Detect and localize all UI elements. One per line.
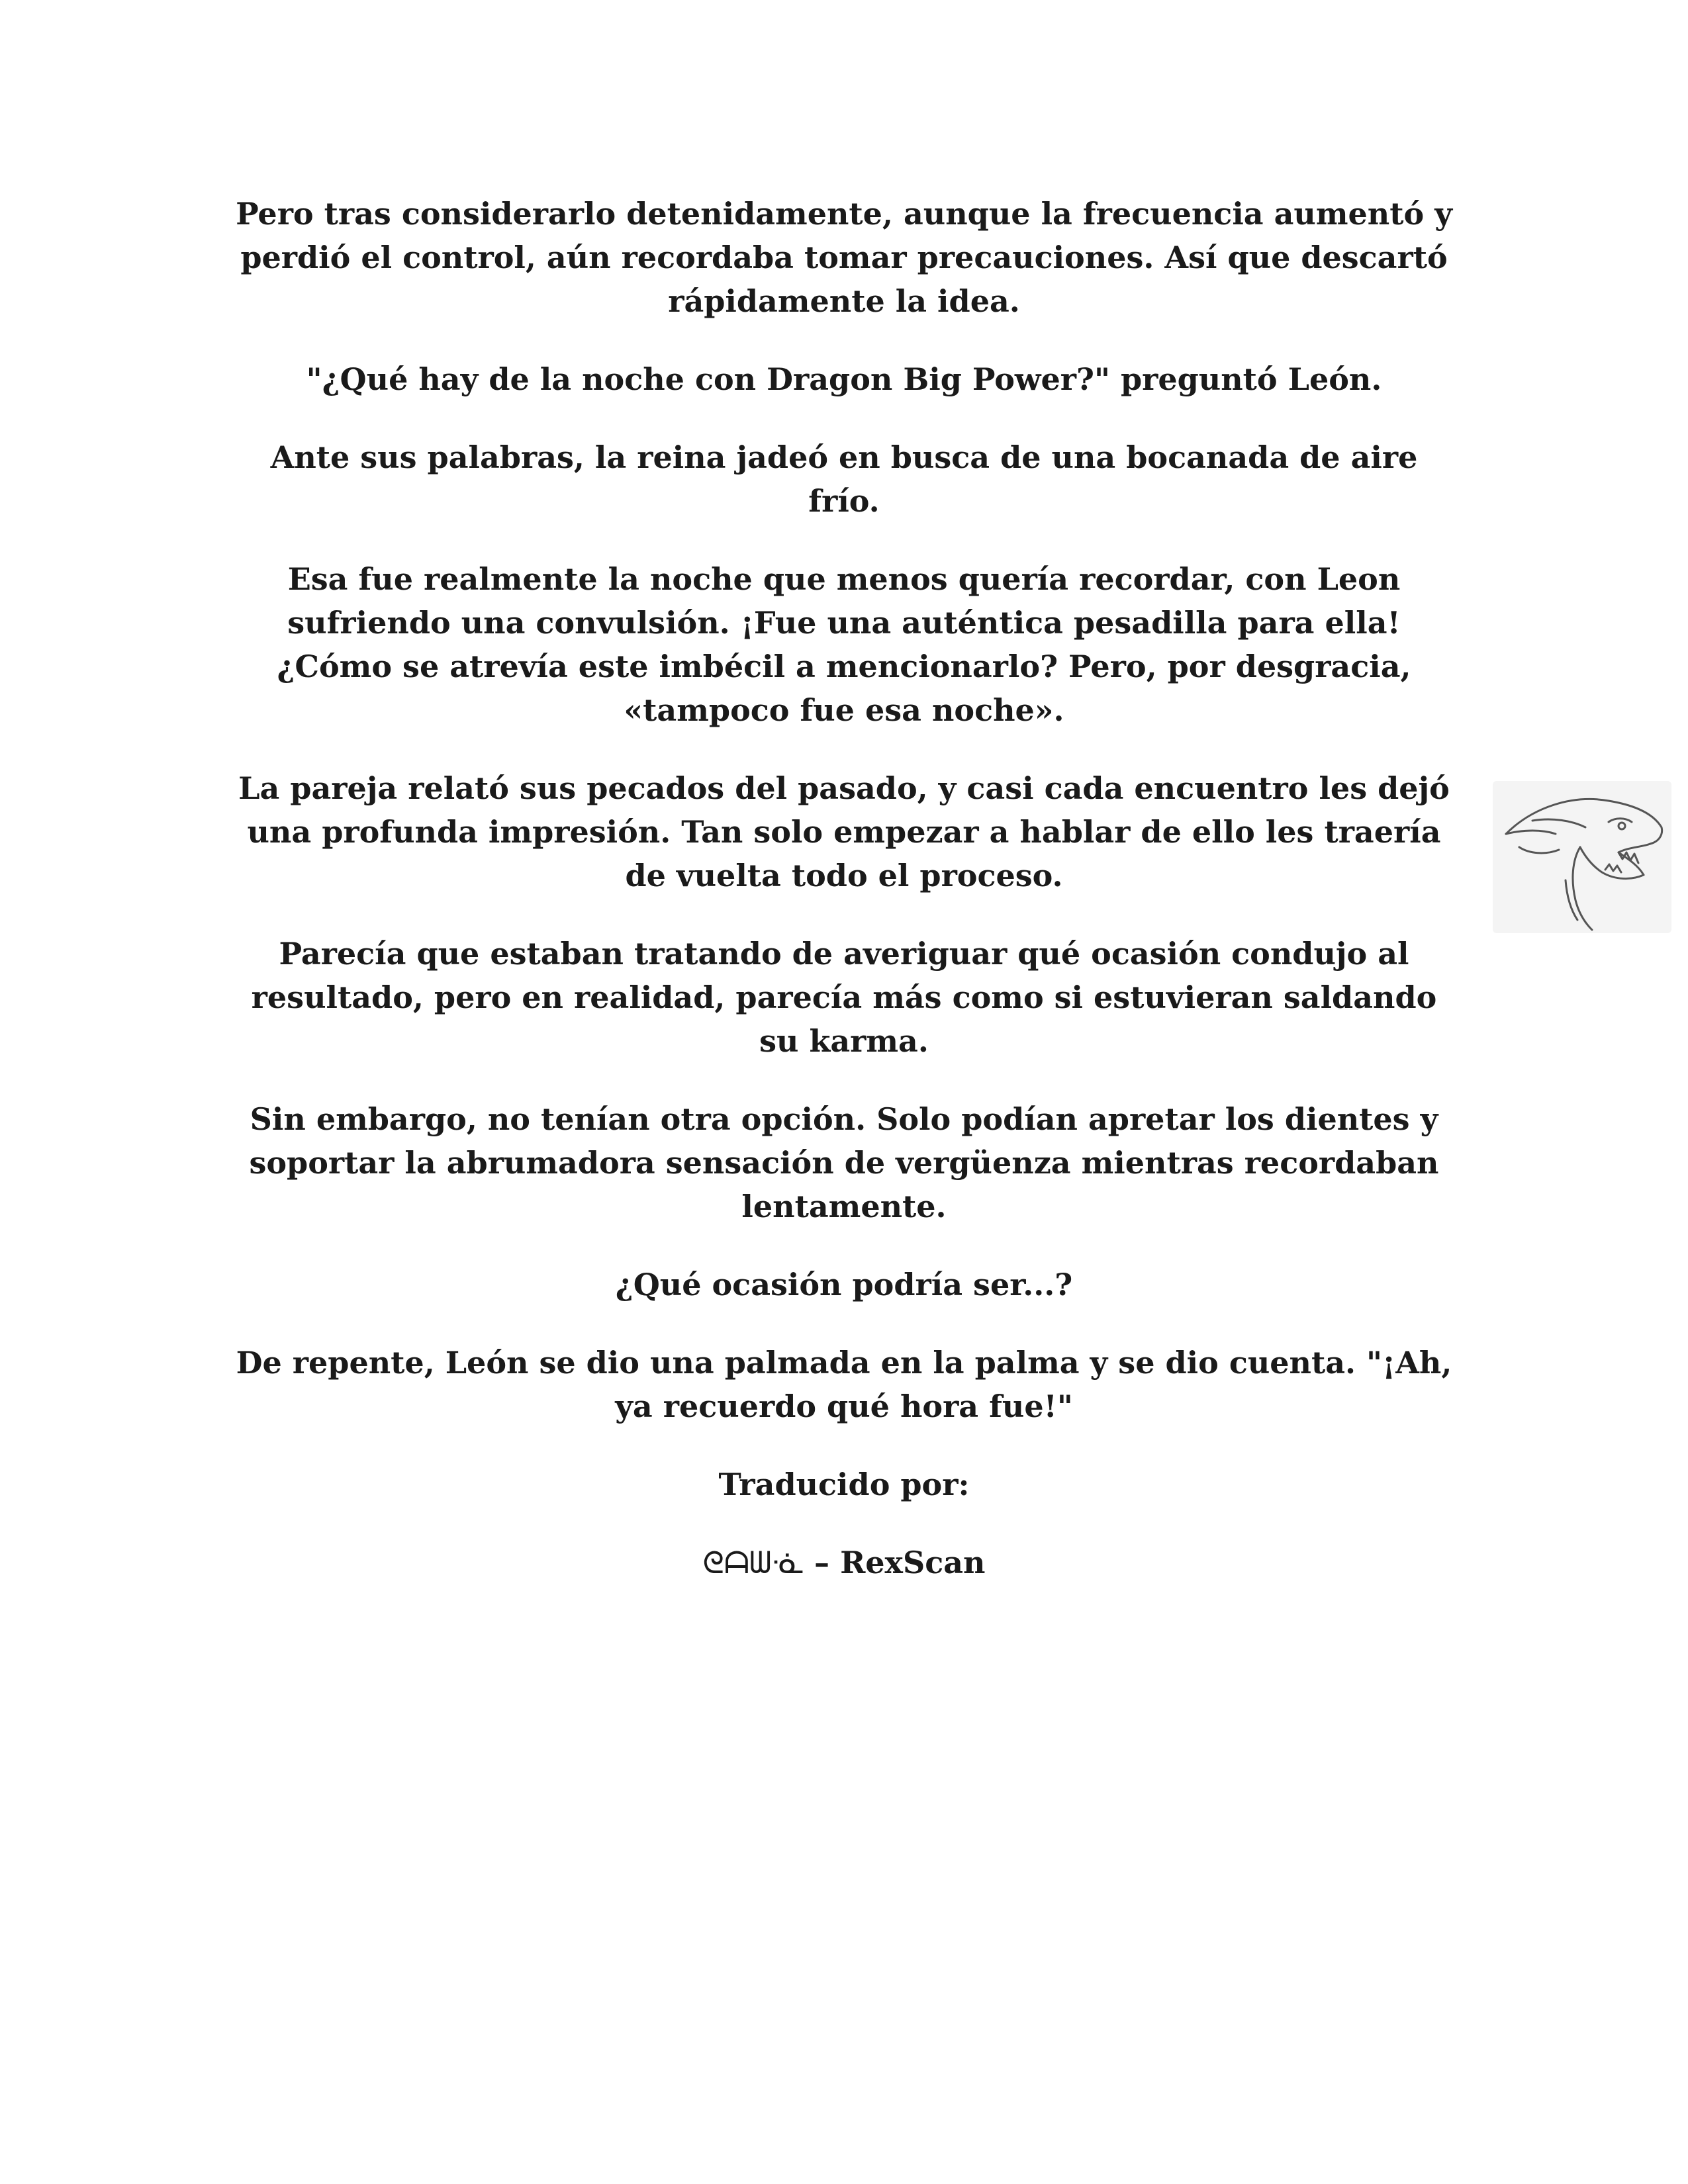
group-name: RexScan [840,1545,986,1580]
paragraph-5: La pareja relató sus pecados del pasado, y casi cada encuentro les dejó una profunda impresión. Tan solo empezar a hablar de ello les traería de vuelta todo el proceso. [238,770,1450,893]
paragraph-2: "¿Qué hay de la noche con Dragon Big Power?" preguntó León. [306,361,1382,397]
chapter-text [235,192,1453,1619]
paragraph-3: Ante sus palabras, la reina jadeó en busca de una bocanada de aire frío. [270,439,1418,519]
paragraph-8: ¿Qué ocasión podría ser...? [615,1267,1073,1302]
credit-line [235,1541,1453,1584]
credit-separator: – [804,1545,841,1580]
paragraph-4: Esa fue realmente la noche que menos quería recordar, con Leon sufriendo una convulsión. ¡Fue una auténtica pesadilla para ella! ¿Cómo se atrevía este imbécil a mencionarlo? Pero, por desgracia, «tampoco fue esa noche». [277,561,1411,728]
paragraph-9: De repente, León se dio una palmada en la palma y se dio cuenta. "¡Ah, ya recuerdo qué hora fue!" [236,1345,1452,1424]
paragraph-7: Sin embargo, no tenían otra opción. Solo podían apretar los dientes y soportar la abrumadora sensación de vergüenza mientras recordaban lentamente. [249,1101,1439,1224]
translator-name: ᘓᗩᗯᓍ [702,1545,804,1580]
credit-label: Traducido por: [718,1467,970,1502]
paragraph-1: Pero tras considerarlo detenidamente, aunque la frecuencia aumentó y perdió el control, aún recordaba tomar precauciones. Así que descartó rápidamente la idea. [236,196,1452,319]
dinosaur-head-icon [1493,781,1671,933]
paragraph-6: Parecía que estaban tratando de averiguar qué ocasión condujo al resultado, pero en realidad, parecía más como si estuvieran saldando su karma. [251,936,1437,1059]
